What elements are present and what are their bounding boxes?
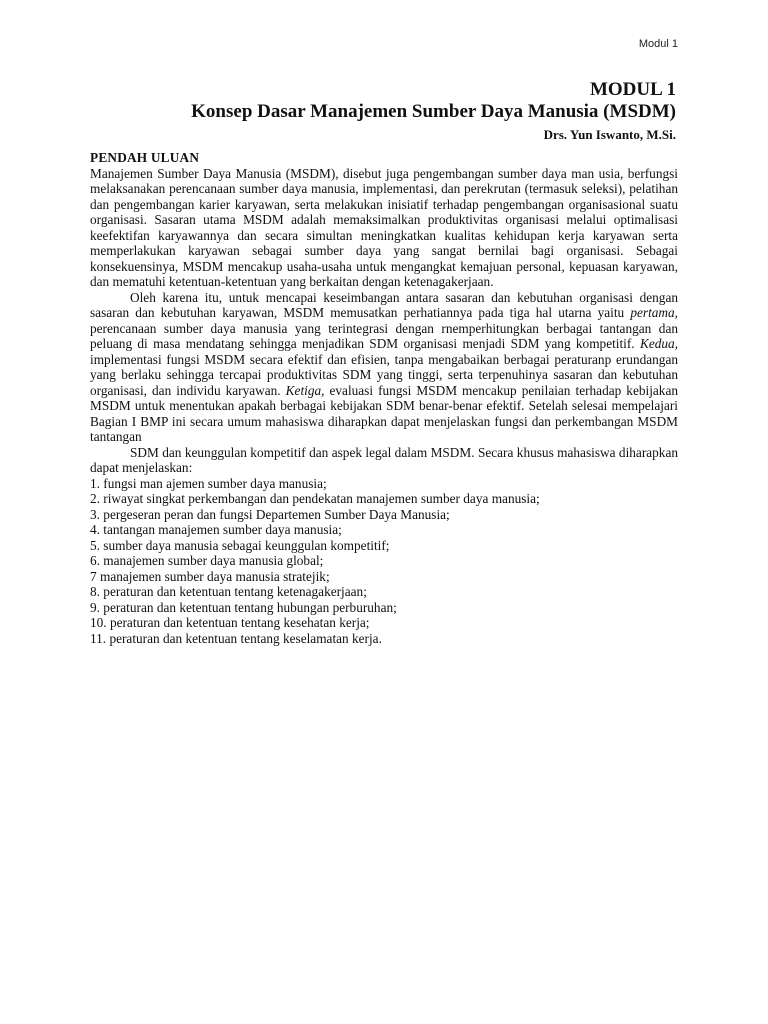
objectives-list <box>90 476 678 647</box>
module-subtitle: Konsep Dasar Manajemen Sumber Daya Manusia (MSDM) <box>191 101 676 122</box>
paragraph-focus <box>90 290 678 445</box>
title-block <box>191 79 676 143</box>
paragraph-intro: Manajemen Sumber Daya Manusia (MSDM), disebut juga pengembangan sumber daya man usia, berfungsi melaksanakan perencanaan sumber daya manusia, implementasi, dan perekrutan (termasuk seleksi), pelatihan dan pengembangan karier karyawan, serta melakukan inisiatif terhadap pengembangan organisasional suatu organisasi. Sasaran utama MSDM adalah memaksimalkan produktivitas organisasi melalui optimalisasi keefektifan karyawannya dan secara simultan meningkatkan kualitas kehidupan kerja karyawan serta memperlakukan karyawan sebagai sumber daya yang sangat bernilai bagi organisasi. Sebagai konsekuensinya, MSDM mencakup usaha-usaha untuk mengangkat kemajuan personal, kepuasan karyawan, dan mematuhi ketentuan-ketentuan yang berkaitan dengan ketenagakerjaan. <box>90 165 678 289</box>
list-item: 1. fungsi man ajemen sumber daya manusia; <box>90 475 327 491</box>
section-heading: PENDAH ULUAN <box>90 150 200 165</box>
paragraph-text: perencanaan sumber daya manusia yang terintegrasi dengan rnemperhitungkan berbagai tantangan dan peluang di masa mendatang sehingga menjadikan SDM organisasi menjadi SDM yang kompetitif. <box>90 320 678 351</box>
paragraph-text: implementasi fungsi MSDM secara efektif dan efisien, tanpa mengabaikan berbagai peraturanp erundangan yang berlaku sehingga tercapai produktivitas SDM yang tinggi, serta terpenuhinya sasaran dan kebutuhan organisasi, dan individu karyawan. <box>90 351 678 398</box>
paragraph-text: evaluasi fungsi MSDM mencakup penilaian terhadap kebijakan MSDM untuk menentukan apakah berbagai kebijakan SDM benar-benar efektif. Setelah selesai mempelajari Bagian I BMP ini secara umum mahasiswa diharapkan dapat menjelaskan fungsi dan perkembangan MSDM tantangan <box>90 382 678 444</box>
list-item: 11. peraturan dan ketentuan tentang keselamatan kerja. <box>90 630 382 646</box>
author-name: Drs. Yun Iswanto, M.Si. <box>543 127 676 142</box>
emphasis-ketiga: Ketiga, <box>285 382 325 398</box>
list-item: 5. sumber daya manusia sebagai keunggulan kompetitif; <box>90 537 390 553</box>
list-item: 9. peraturan dan ketentuan tentang hubungan perburuhan; <box>90 599 397 615</box>
paragraph-text: Oleh karena itu, untuk mencapai keseimbangan antara sasaran dan kebutuhan organisasi dengan sasaran dan kebutuhan karyawan, MSDM memusatkan perhatiannya pada tiga hal utarna yaitu <box>90 289 678 320</box>
list-item: 3. pergeseran peran dan fungsi Departemen Sumber Daya Manusia; <box>90 506 450 522</box>
list-item: 4. tantangan manajemen sumber daya manusia; <box>90 522 342 537</box>
emphasis-pertama: pertama, <box>630 305 678 320</box>
list-item: 2. riwayat singkat perkembangan dan pendekatan manajemen sumber daya manusia; <box>90 491 540 506</box>
running-header: Modul 1 <box>638 38 678 50</box>
document-body <box>90 150 678 646</box>
list-item: 6. manajemen sumber daya manusia global; <box>90 553 324 568</box>
module-title: MODUL 1 <box>589 79 676 100</box>
emphasis-kedua: Kedua, <box>639 336 678 351</box>
list-item: 10. peraturan dan ketentuan tentang kesehatan kerja; <box>90 615 370 630</box>
list-item: 7 manajemen sumber daya manusia stratejik; <box>90 568 330 584</box>
paragraph-objectives-intro: SDM dan keunggulan kompetitif dan aspek legal dalam MSDM. Secara khusus mahasiswa diharapkan dapat menjelaskan: <box>90 444 678 475</box>
list-item: 8. peraturan dan ketentuan tentang ketenagakerjaan; <box>90 584 367 599</box>
